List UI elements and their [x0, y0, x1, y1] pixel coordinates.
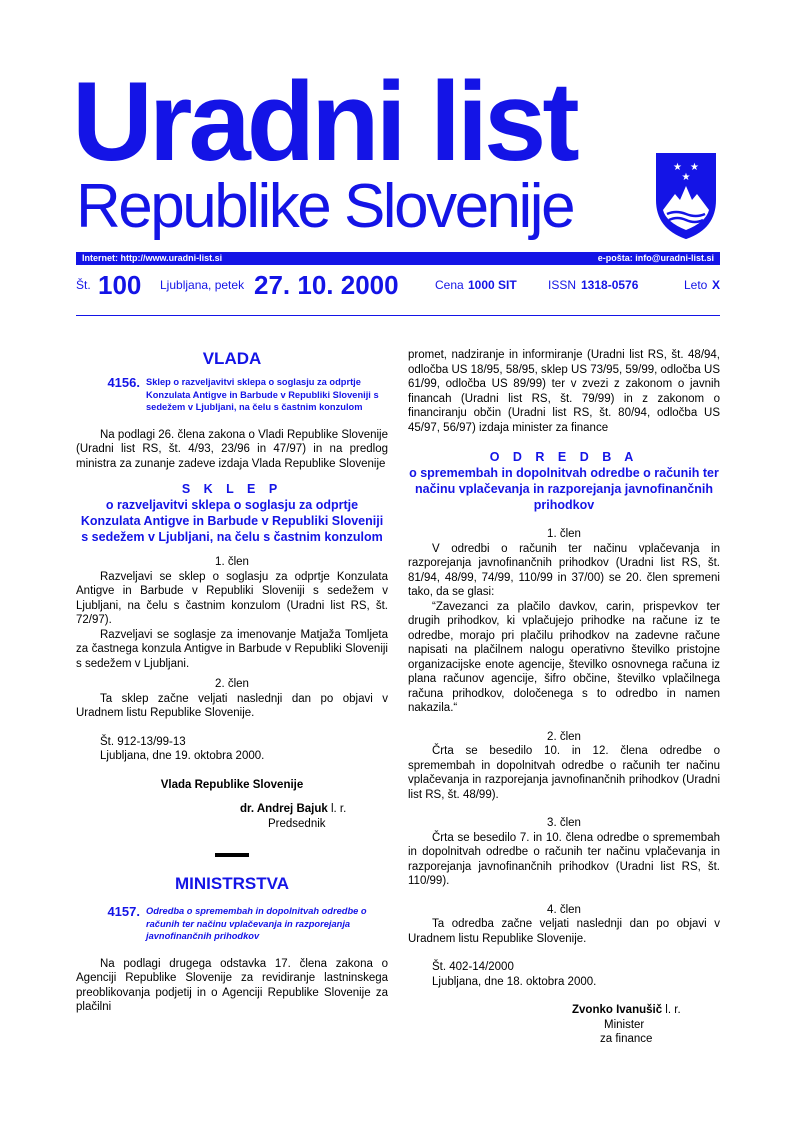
article-heading: 1. člen	[215, 556, 249, 568]
svg-text:★: ★	[681, 172, 691, 183]
article-paragraph: Razveljavi se sklep o soglasju za odprtje Konzulata Antigve in Barbude v Republiki Sloveniji s sedežem v Ljubljani, na čelu s častnim konzulom (Uradni list RS, št. 72/97).	[76, 570, 388, 626]
issue-date: 27. 10. 2000	[254, 270, 399, 300]
preamble-continuation: promet, nadziranje in informiranje (Uradni list RS, št. 48/94, odločba US 18/95, 58/95, sklep US 73/95, 59/99, odločba US 61/99, odločba US 89/99) ter v zvezi z zakonom o javnih financah (Uradni list RS, št. 79/99) in z zakonom o financiranju občin (Uradni list RS, št. 80/94, odločba US 45/97, 56/97) izdaja minister za finance	[408, 349, 720, 434]
article-paragraph: Razveljavi se soglasje za imenovanje Matjaža Tomljeta za častnega konzula Antigve in Barbude v Republiki Sloveniji s sedežem v Ljubljani.	[76, 628, 388, 670]
masthead-title: Uradni list	[72, 59, 576, 184]
right-column	[408, 348, 720, 1047]
article-paragraph: Ta sklep začne veljati naslednji dan po objavi v Uradnem listu Republike Slovenije.	[76, 692, 388, 719]
signer-role: za finance	[600, 1033, 653, 1045]
svg-text:★: ★	[673, 162, 682, 173]
coat-of-arms-icon	[651, 150, 721, 240]
article-paragraph: Ta odredba začne veljati naslednji dan po objavi v Uradnem listu Republike Slovenije.	[408, 918, 720, 945]
article-heading: 1. člen	[547, 528, 581, 540]
year: X	[712, 278, 721, 292]
preamble: Na podlagi drugega odstavka 17. člena zakona o Agenciji Republike Slovenije za revidiranje lastninskega preoblikovanja podjetij in o Agenciji Republike Slovenije za plačilni	[76, 957, 388, 1013]
section-heading-ministrstva: MINISTRSTVA	[175, 874, 289, 893]
signer-role: Predsednik	[268, 817, 326, 830]
entry-4157[interactable]	[76, 905, 388, 943]
sklep-label: S K L E P	[181, 482, 283, 496]
odredba-title: o spremembah in dopolnitvah odredbe o računih ter načinu vplačevanja in razporejanja javnofinančnih prihodkov	[409, 466, 719, 512]
signer-suffix: l. r.	[662, 1004, 681, 1016]
reference-number: Št. 402-14/2000	[432, 961, 514, 973]
section-heading-vlada: VLADA	[202, 349, 262, 368]
entry-number: 4157.	[107, 904, 140, 919]
odredba-label: O D R E D B A	[489, 450, 639, 464]
entry-number: 4156.	[107, 375, 140, 390]
article-paragraph: Črta se besedilo 10. in 12. člena odredbe o spremembah in dopolnitvah odredbe o računih ter načinu vplačevanja in razporejanja javnofinančnih prihodkov (Uradni list RS, št. 48/99).	[408, 745, 720, 801]
article-heading: 2. člen	[215, 678, 249, 690]
article-heading: 2. člen	[547, 730, 581, 743]
signer-suffix: l. r.	[327, 803, 347, 815]
signing-organization: Vlada Republike Slovenije	[160, 778, 304, 791]
entry-title: Odredba o spremembah in dopolnitvah odredbe o računih ter načinu vplačevanja in razporejanja javnofinančnih prihodkov	[146, 906, 367, 941]
issn: 1318-0576	[581, 278, 639, 292]
entry-4156[interactable]	[76, 376, 388, 414]
issue-prefix: Št.	[76, 278, 91, 292]
article-quote: “Zavezanci za plačilo davkov, carin, prispevkov ter drugih prihodkov, ki vplačujejo prihodke na račune iz te odredbe, morajo pri plačilu prihodkov na zadevne račune napisati na plačilnem nalogu operativno številko pristojne organizacijske enote agencije, številko osnovnega računa iz plana računov agencije, šifro občine, številko vplačilnega računa prihodkov, določenega s to odredbo in namen nakazila.“	[408, 600, 720, 714]
left-column	[76, 330, 388, 1015]
issue-number: 100	[98, 270, 142, 300]
contact-bar	[76, 252, 720, 265]
price-prefix: Cena	[435, 278, 464, 292]
masthead-subtitle: Republike Slovenije	[76, 172, 574, 241]
price: 1000 SIT	[468, 278, 517, 292]
article-heading: 4. člen	[547, 903, 581, 916]
article-paragraph: V odredbi o računih ter načinu vplačevanja in razporejanja javnofinančnih prihodkov (Uradni list RS, št. 81/94, 48/99, 74/99, 110/99 in 37/00) se 20. člen spremeni tako, da se glasi:	[408, 542, 720, 598]
reference-date: Ljubljana, dne 18. oktobra 2000.	[432, 975, 597, 988]
svg-text:★: ★	[690, 162, 699, 173]
signer-name: Zvonko Ivanušič	[572, 1004, 663, 1016]
place-day: Ljubljana, petek	[160, 278, 245, 292]
website-link[interactable]: Internet: http://www.uradni-list.si	[82, 253, 223, 263]
article-heading: 3. člen	[547, 817, 581, 829]
entry-title: Sklep o razveljavitvi sklepa o soglasju za odprtje Konzulata Antigve in Barbude v Republiki Sloveniji s sedežem v Ljubljani, na čelu s častnim konzulom	[146, 377, 379, 412]
reference-number: Št. 912-13/99-13	[100, 735, 186, 748]
signature-block	[408, 1003, 720, 1018]
issn-prefix: ISSN	[548, 278, 577, 292]
issue-info-line	[76, 270, 720, 306]
year-prefix: Leto	[684, 278, 708, 292]
signer-name: dr. Andrej Bajuk	[240, 803, 328, 815]
preamble: Na podlagi 26. člena zakona o Vladi Republike Slovenije (Uradni list RS, št. 4/93, 23/96 in 47/97) in na predlog ministra za zunanje zadeve izdaja Vlada Republike Slovenije	[76, 428, 388, 470]
signer-role: Minister	[604, 1018, 645, 1031]
reference-date: Ljubljana, dne 19. oktobra 2000.	[100, 750, 265, 762]
header-rule	[76, 315, 720, 316]
article-paragraph: Črta se besedilo 7. in 10. člena odredbe o spremembah in dopolnitvah odredbe o računih ter načinu vplačevanja in razporejanja javnofinančnih prihodkov (Uradni list RS, št. 110/99).	[408, 831, 720, 887]
email-link[interactable]: e-pošta: info@uradni-list.si	[597, 253, 714, 263]
section-divider	[215, 853, 249, 857]
sklep-title: o razveljavitvi sklepa o soglasju za odprtje Konzulata Antigve in Barbude v Republiki Sloveniji s sedežem v Ljubljani, na čelu s častnim konzulom	[80, 498, 384, 544]
signature-block	[76, 802, 388, 817]
